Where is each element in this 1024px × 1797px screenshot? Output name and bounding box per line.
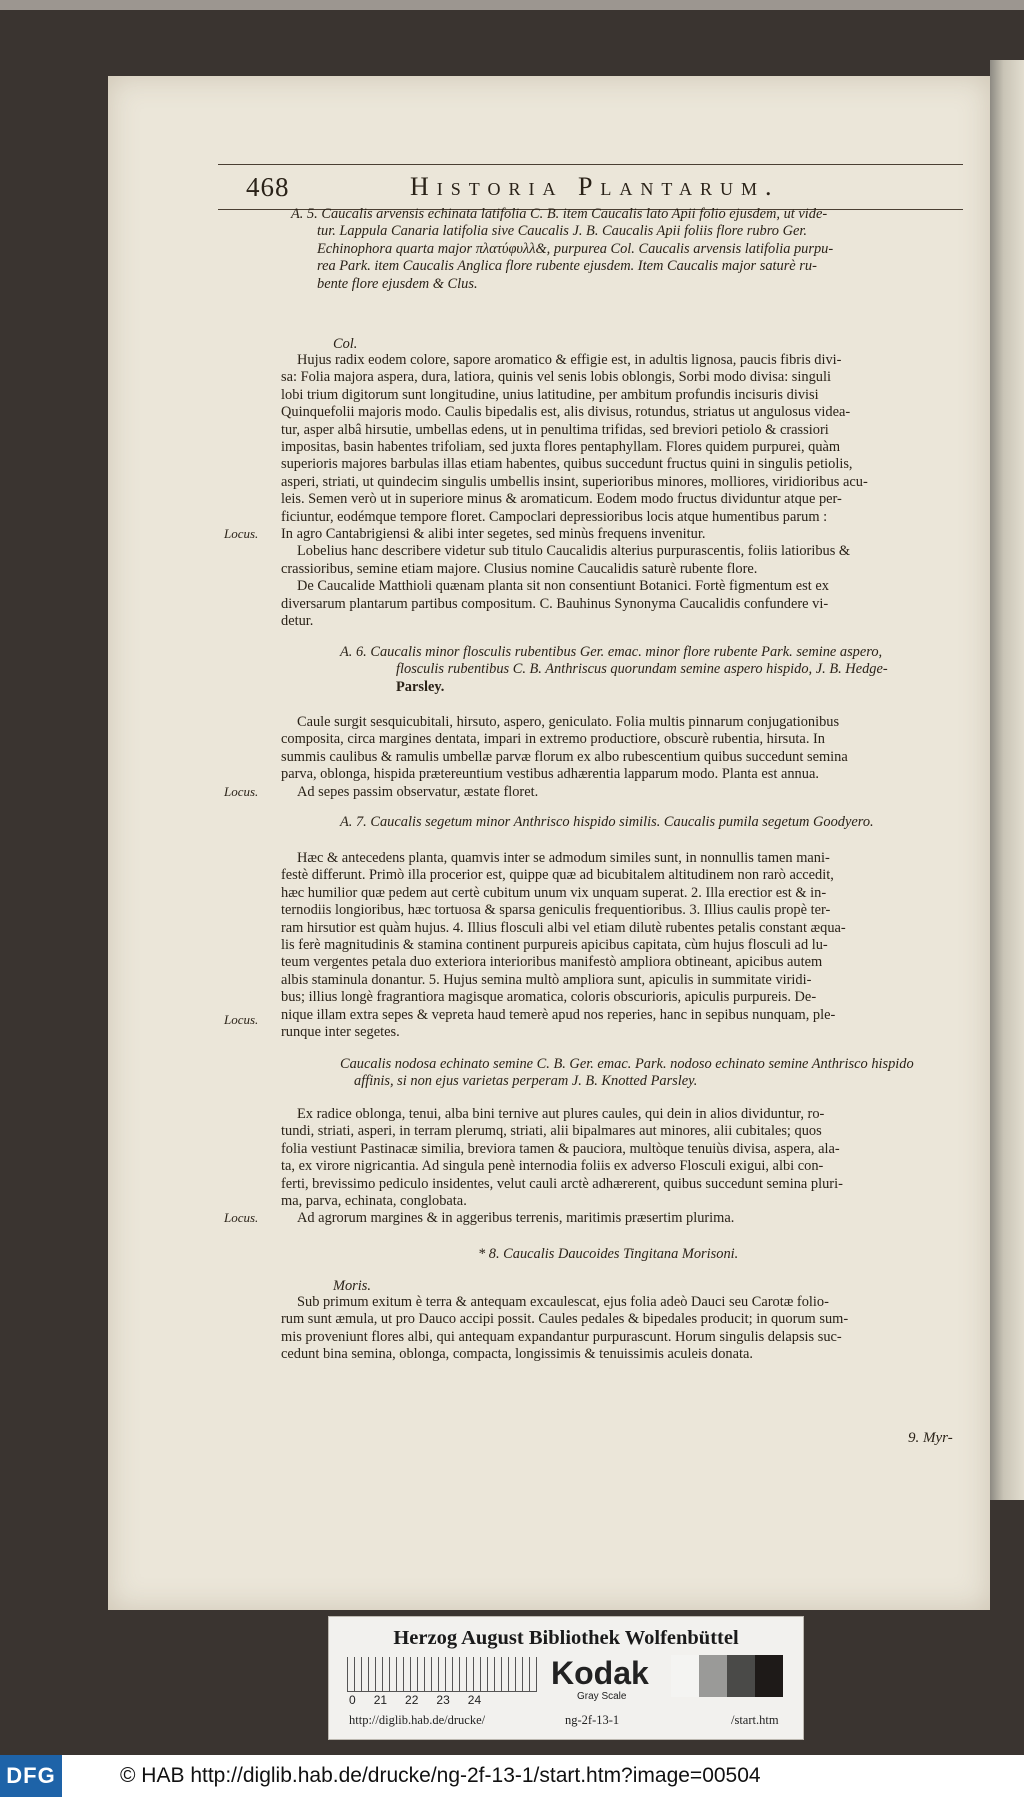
text-line: impositas, basin habentes trifoliam, sed juxta flores pentaphyllam. Flores quidem purpurei, quàm <box>281 439 841 456</box>
entry-5-description <box>281 352 953 631</box>
text-line: sa: Folia majora aspera, dura, latiora, quinis vel senis lobis oblongis, Sorbi modo divisa: singuli <box>281 369 831 386</box>
text-line: lis ferè magnitudinis & stamina continent purpureis apicibus capitata, cùm hujus flosculi ad lu- <box>281 937 828 954</box>
library-color-card <box>328 1616 804 1740</box>
text-line: Lobelius hanc describere videtur sub titulo Caucalidis alterius purpurascentis, foliis latioribus & <box>297 543 851 560</box>
book-page <box>108 76 990 1610</box>
copyright-link[interactable]: © HAB http://diglib.hab.de/drucke/ng-2f-13-1/start.htm?image=00504 <box>120 1764 761 1787</box>
card-url-base: http://diglib.hab.de/drucke/ <box>349 1713 486 1727</box>
text-line: nique illam extra sepes & vepreta haud temerè apud nos reperies, hanc in sepibus nunquam, ple- <box>281 1006 836 1023</box>
text-line: ternodiis longioribus, hæc tortuosa & sparsa geniculis frequentioribus. 3. Illius caulis propè ter- <box>281 902 831 919</box>
text-line: De Caucalide Matthioli quænam planta sit non consentiunt Botanici. Fortè figmentum est ex <box>297 578 829 595</box>
text-line: rum sunt æmula, ut pro Dauco accipi possit. Caules pedales & bipedales producit; in quorum sum- <box>281 1311 849 1328</box>
nodosa-synonym-line: affinis, si non ejus varietas perperam J. B. Knotted Parsley. <box>354 1073 698 1090</box>
text-line: ficiuntur, eodémque tempore floret. Campoclari depressioribus locis atque humentibus parum : <box>281 508 828 525</box>
text-line: folia vestiunt Pastinacæ similia, breviora tamen & pauciora, multòque tenuiùs divisa, aspera, ala- <box>281 1140 840 1157</box>
entry-7-description <box>281 850 953 1041</box>
text-line: ram hirsutior est quàm hujus. 4. Illius flosculi albi vel etiam dilutè rubentes petalis constant æqua- <box>281 919 846 936</box>
entry-5-synonym-line: bente flore ejusdem & Clus. <box>317 275 478 292</box>
text-line: bus; illius longè fragrantiora magisque aromatica, coloris obscurioris, apiculis purpureis. De- <box>281 989 817 1006</box>
entry-5-author: Col. <box>333 336 358 352</box>
text-line: albis staminula donantur. 5. Hujus semina multò ampliora sunt, apiculis in summitate viridi- <box>281 971 812 988</box>
kodak-logo: Kodak <box>551 1655 649 1691</box>
margin-locus-label: Locus. <box>224 1210 259 1225</box>
text-line: leis. Semen verò ut in superiore minus & aromaticum. Eodem modo fructus dividuntur atque per- <box>281 491 842 508</box>
text-line: In agro Cantabrigiensi & alibi inter segetes, sed minùs frequens invenitur. <box>281 526 706 543</box>
scan-top-strip <box>0 0 1024 10</box>
scale-ruler <box>347 1657 537 1692</box>
card-shelfmark: ng-2f-13-1 <box>565 1713 620 1727</box>
ruler-number: 22 <box>405 1693 419 1707</box>
margin-locus-label: Locus. <box>224 1012 259 1027</box>
entry-8-author: Moris. <box>333 1278 371 1294</box>
text-line: cedunt bina semina, oblonga, compacta, longissimis & tenuissimis aculeis donata. <box>281 1346 754 1363</box>
catchword: 9. Myr- <box>908 1430 953 1446</box>
text-line: superioris majores barbulas illas etiam habentes, quibus succedunt fructus quini in singulis petiolis, <box>281 456 853 473</box>
text-line: mis proveniunt flores albi, qui antequam expandantur purpurascunt. Horum singulis delapsis suc- <box>281 1328 842 1345</box>
viewer-footer-bar <box>0 1755 1024 1797</box>
text-line: composita, circa margines dentata, impari in extremo productiore, obscurè rubentia, hirsuta. In <box>281 731 825 748</box>
gray-swatch <box>727 1655 755 1697</box>
entry-5-synonym-line: Echinophora quarta major πλατύφυλλ&, purpurea Col. Caucalis arvensis latifolia purpu- <box>317 240 834 257</box>
text-line: Ex radice oblonga, tenui, alba bini ternive aut plures caules, qui dein in alios dividuntur, ro- <box>297 1106 825 1122</box>
margin-locus-label: Locus. <box>224 784 259 799</box>
text-line: ma, parva, echinata, conglobata. <box>281 1193 467 1210</box>
text-line: hæc humilior quæ pedem aut certè cubitum unum vix unquam superat. 2. Illa erectior est & in- <box>281 884 827 901</box>
text-line: Hujus radix eodem colore, sapore aromatico & effigie est, in adultis lignosa, paucis fibris divi- <box>297 352 842 368</box>
entry-5-synonym-line: rea Park. item Caucalis Anglica flore rubente ejusdem. Item Caucalis major saturè ru- <box>317 258 817 275</box>
nodosa-description <box>281 1106 953 1228</box>
page-number: 468 <box>246 172 290 202</box>
entry-5-synonyms <box>291 206 951 293</box>
ruler-number: 0 <box>349 1693 356 1707</box>
ruler-numbers <box>349 1693 559 1707</box>
library-name: Herzog August Bibliothek Wolfenbüttel <box>393 1627 739 1649</box>
text-line: Ad sepes passim observatur, æstate floret. <box>297 783 539 800</box>
text-line: tundi, striati, asperi, in terram plerumq, striati, alii bipalmares aut minores, alii cubitales; quos <box>281 1123 822 1140</box>
margin-locus-label: Locus. <box>224 526 259 541</box>
ruler-number: 24 <box>467 1693 482 1707</box>
text-line: Quinquefolii majoris modo. Caulis bipedalis est, alis divisus, rotundus, striatus ut angulosus videa- <box>281 404 851 421</box>
entry-8-description <box>281 1294 953 1364</box>
entry-6-synonyms <box>340 644 950 696</box>
entry-7-synonyms: A. 7. Caucalis segetum minor Anthrisco hispido similis. Caucalis pumila segetum Goodyero. <box>340 814 874 830</box>
gray-swatch <box>699 1655 727 1697</box>
text-line: festè differunt. Primò illa procerior est, quippe quæ ad bicubitalem altitudinem non rarò accedit, <box>281 867 834 884</box>
nodosa-synonym-line: Caucalis nodosa echinato semine C. B. Ger. emac. Park. nodoso echinato semine Anthrisco hispido <box>340 1056 914 1072</box>
gray-scale-label: Gray Scale <box>577 1691 627 1702</box>
nodosa-synonyms <box>340 1056 950 1091</box>
ruler-number: 21 <box>373 1693 388 1707</box>
gray-swatch <box>755 1655 783 1697</box>
text-line: ferti, brevissimo pediculo insidentes, velut cauli arctè adhærerent, quibus succedunt semina pluri- <box>281 1175 843 1192</box>
gray-swatch <box>671 1655 699 1697</box>
text-line: Ad agrorum margines & in aggeribus terrenis, maritimis præsertim plurima. <box>297 1210 735 1227</box>
text-line: Caule surgit sesquicubitali, hirsuto, aspero, geniculato. Folia multis pinnarum conjugationibus <box>297 714 840 730</box>
text-line: teum vergentes petala duo exteriora interioribus manifestò ampliora obtineant, apicibus autem <box>281 954 823 971</box>
card-url-suffix: /start.htm <box>731 1713 779 1727</box>
text-line: parva, oblonga, hispida prætereuntium vestibus adhærentia lapparum modo. Planta est annua. <box>281 766 819 783</box>
text-line: runque inter segetes. <box>281 1024 400 1041</box>
header-rule-top <box>218 164 963 165</box>
text-line: summis caulibus & ramulis umbellæ parvæ florum ex albo rubescentium quibus succedunt semina <box>281 748 848 765</box>
entry-6-synonym-line: Parsley. <box>396 678 445 695</box>
ruler-number: 23 <box>436 1693 450 1707</box>
entry-6-synonym-line: flosculis rubentibus C. B. Anthriscus quorundam semine aspero hispido, J. B. Hedge- <box>396 661 888 678</box>
text-line: crassioribus, semine etiam majore. Clusius nomine Caucalidis saturè rubente flore. <box>281 560 758 577</box>
dfg-logo: DFG <box>0 1755 62 1797</box>
gray-scale-swatches <box>671 1655 783 1697</box>
text-line: Hæc & antecedens planta, quamvis inter se admodum similes sunt, in nonnullis tamen mani- <box>297 850 830 866</box>
entry-8-heading: * 8. Caucalis Daucoides Tingitana Morisoni. <box>478 1246 739 1262</box>
entry-5-synonym-line: tur. Lappula Canaria latifolia sive Caucalis J. B. Caucalis Apii foliis flore rubro Ger. <box>317 223 807 240</box>
text-line: tur, asper albâ hirsutie, umbellas edens, ut in penultima trifidas, sed breviori petiolo & crassiori <box>281 421 829 438</box>
text-line: Sub primum exitum è terra & antequam excaulescat, ejus folia adeò Dauci seu Carotæ folio- <box>297 1294 829 1310</box>
entry-6-synonym-line: A. 6. Caucalis minor flosculis rubentibus Ger. emac. minor flore rubente Park. semine aspero, <box>340 644 883 660</box>
text-line: asperi, striati, ut quindecim singulis umbellis insint, superioribus minores, molliores, viridioribus acu- <box>281 473 868 490</box>
text-line: detur. <box>281 613 314 630</box>
text-line: ta, ex virore nigricantia. Ad singula penè internodia foliis ex adverso Flosculi exigui, albi con- <box>281 1158 824 1175</box>
entry-5-synonym-line: A. 5. Caucalis arvensis echinata latifolia C. B. item Caucalis lato Apii folio ejusdem, ut vide- <box>291 206 828 222</box>
entry-6-description <box>281 714 953 801</box>
text-line: diversarum plantarum partibus compositum. C. Bauhinus Synonyma Caucalidis confundere vi- <box>281 595 829 612</box>
text-line: lobi trium digitorum sunt longitudine, unius latitudine, per ambitum profundis incisuris divisi <box>281 386 819 403</box>
adjacent-page-edge <box>990 60 1024 1500</box>
running-head: Historia Plantarum. <box>410 172 780 201</box>
